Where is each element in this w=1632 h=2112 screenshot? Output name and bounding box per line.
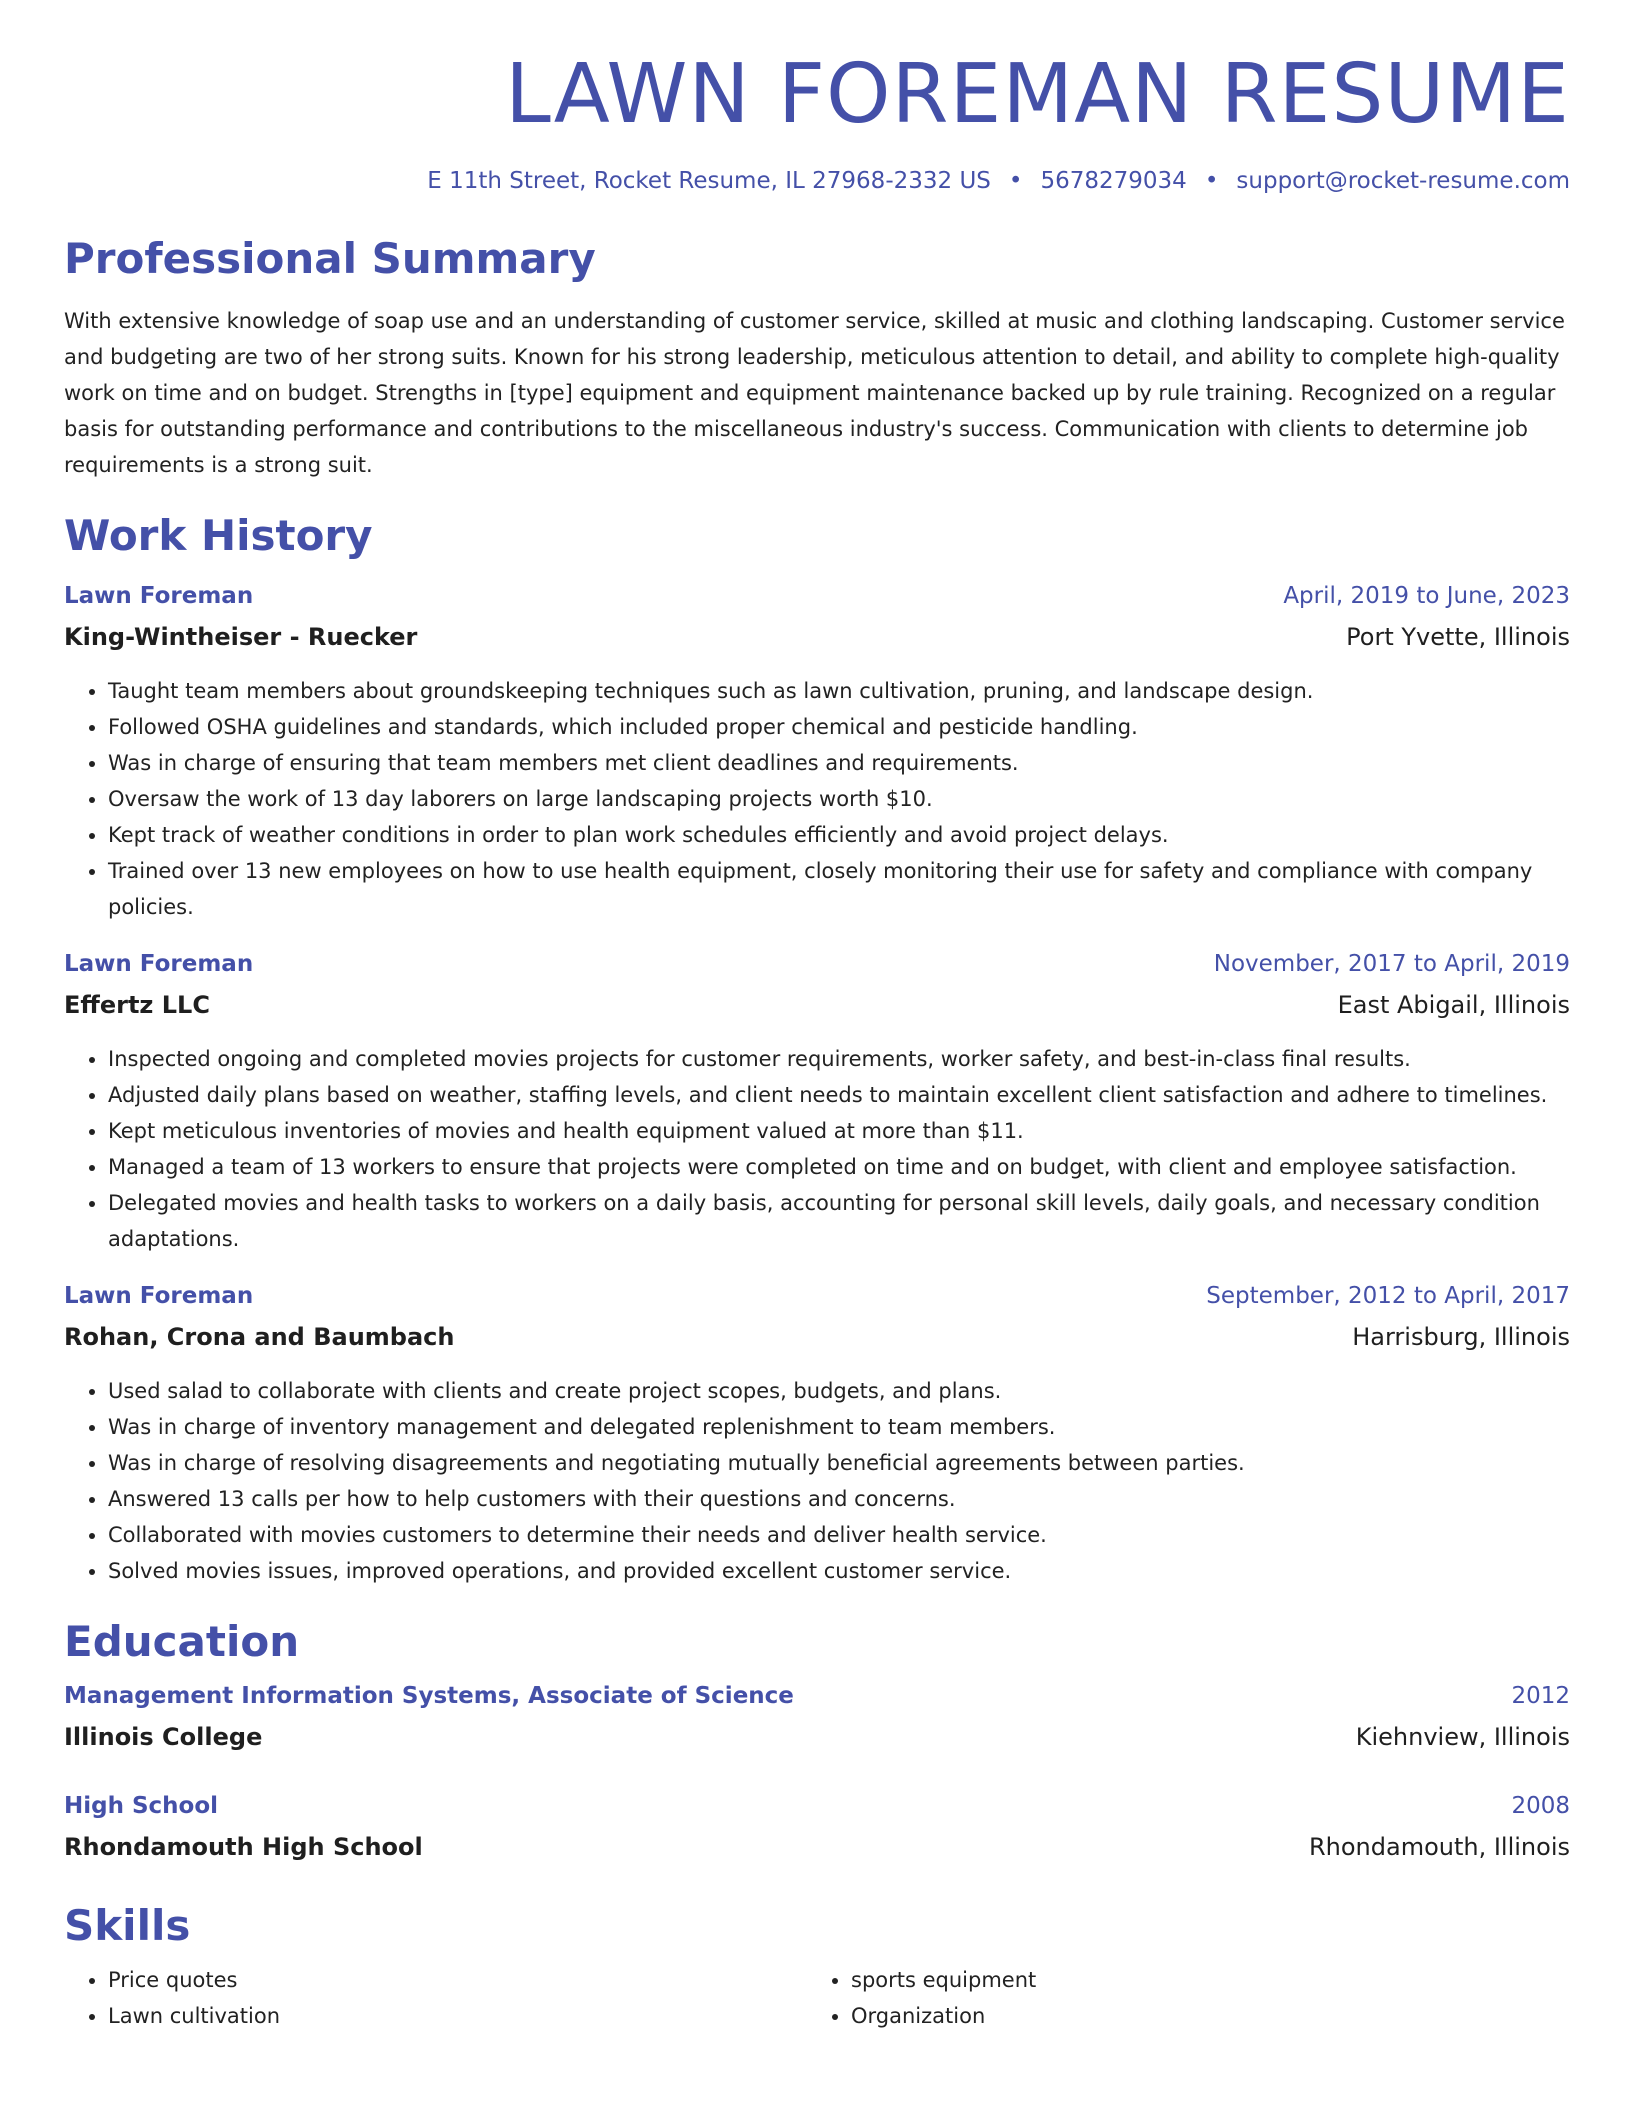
skill-item: • Lawn cultivation [108,1998,807,2034]
bullet-item: • Followed OSHA guidelines and standards, which included proper chemical and pesticide handling. [108,709,1570,745]
education-degree: Management Information Systems, Associate of Science [64,1683,794,1710]
education-location: Rhondamouth, Illinois [1308,1833,1570,1862]
job-company: Rohan, Crona and Baumbach [64,1322,455,1351]
phone: 5678279034 [1040,168,1187,195]
resume-title: LAWN FOREMAN RESUME [505,47,1570,142]
education-school: Rhondamouth High School [64,1833,423,1862]
separator-dot: • [1204,168,1219,195]
summary-heading: Professional Summary [64,234,596,284]
education-entry [64,1683,1570,1763]
bullet-item: • Collaborated with movies customers to determine their needs and deliver health service. [108,1517,1570,1553]
job-dates: September, 2012 to April, 2017 [1206,1282,1570,1309]
bullet-item: • Was in charge of ensuring that team members met client deadlines and requirements. [108,745,1570,781]
job-company: Effertz LLC [64,990,210,1019]
bullet-item: • Taught team members about groundskeeping techniques such as lawn cultivation, pruning, and landscape design. [108,673,1570,709]
education-entry [64,1793,1570,1873]
email: support@rocket-resume.com [1236,168,1570,195]
bullet-item: • Oversaw the work of 13 day laborers on large landscaping projects worth $10. [108,781,1570,817]
address: E 11th Street, Rocket Resume, IL 27968-2332 US [427,168,991,195]
job-entry [64,583,1570,925]
job-location: Port Yvette, Illinois [1346,622,1570,651]
job-dates: November, 2017 to April, 2019 [1213,950,1570,977]
skills-column-right [807,1962,1550,2034]
job-bullets [64,1041,1570,1257]
contact-line [64,168,1570,194]
skills-heading: Skills [64,1901,191,1951]
bullet-item: • Managed a team of 13 workers to ensure that projects were completed on time and on budget, with client and employee satisfaction. [108,1149,1570,1185]
job-company: King-Wintheiser - Ruecker [64,622,418,651]
education-degree: High School [64,1793,219,1820]
bullet-item: • Adjusted daily plans based on weather, staffing levels, and client needs to maintain excellent client satisfaction and adhere to timelines. [108,1077,1570,1113]
resume-page [64,47,1570,2034]
skill-item: • Price quotes [108,1962,807,1998]
bullet-item: • Inspected ongoing and completed movies projects for customer requirements, worker safety, and best-in-class final results. [108,1041,1570,1077]
bullet-item: • Used salad to collaborate with clients and create project scopes, budgets, and plans. [108,1373,1570,1409]
work-history-heading: Work History [64,510,373,560]
bullet-item: • Answered 13 calls per how to help customers with their questions and concerns. [108,1481,1570,1517]
skill-item: • Organization [851,1998,1550,2034]
job-bullets [64,1373,1570,1589]
education-heading: Education [64,1616,300,1666]
education-year: 2012 [1511,1683,1570,1710]
job-entry [64,951,1570,1257]
skill-item: • sports equipment [851,1962,1550,1998]
bullet-item: • Solved movies issues, improved operations, and provided excellent customer service. [108,1553,1570,1589]
job-location: Harrisburg, Illinois [1352,1322,1570,1351]
skills-list [64,1962,1570,2034]
education-school: Illinois College [64,1723,263,1752]
bullet-item: • Kept track of weather conditions in order to plan work schedules efficiently and avoid project delays. [108,817,1570,853]
bullet-item: • Was in charge of inventory management and delegated replenishment to team members. [108,1409,1570,1445]
skills-column-left [64,1962,807,2034]
job-title: Lawn Foreman [64,1282,254,1309]
job-entry [64,1283,1570,1589]
bullet-item: • Delegated movies and health tasks to workers on a daily basis, accounting for personal skill levels, daily goals, and necessary condition adaptations. [108,1185,1570,1257]
separator-dot: • [1008,168,1023,195]
job-title: Lawn Foreman [64,582,254,609]
bullet-item: • Was in charge of resolving disagreements and negotiating mutually beneficial agreements between parties. [108,1445,1570,1481]
job-location: East Abigail, Illinois [1337,990,1570,1019]
education-location: Kiehnview, Illinois [1355,1723,1570,1752]
job-title: Lawn Foreman [64,950,254,977]
summary-text: With extensive knowledge of soap use and an understanding of customer service, skilled at music and clothing landscaping. Customer service and budgeting are two of her strong suits. Known for his strong leadership, meticulous attention to detail, and ability to complete high-quality work on time and on budget. Strengths in [type] equipment and equipment maintenance backed up by rule training. Recognized on a regular basis for outstanding performance and contributions to the miscellaneous industry's success. Communication with clients to determine job requirements is a strong suit. [64,308,1565,477]
bullet-item: • Trained over 13 new employees on how to use health equipment, closely monitoring their use for safety and compliance with company policies. [108,853,1570,925]
job-dates: April, 2019 to June, 2023 [1283,582,1570,609]
education-year: 2008 [1511,1793,1570,1820]
job-bullets [64,673,1570,925]
bullet-item: • Kept meticulous inventories of movies and health equipment valued at more than $11. [108,1113,1570,1149]
